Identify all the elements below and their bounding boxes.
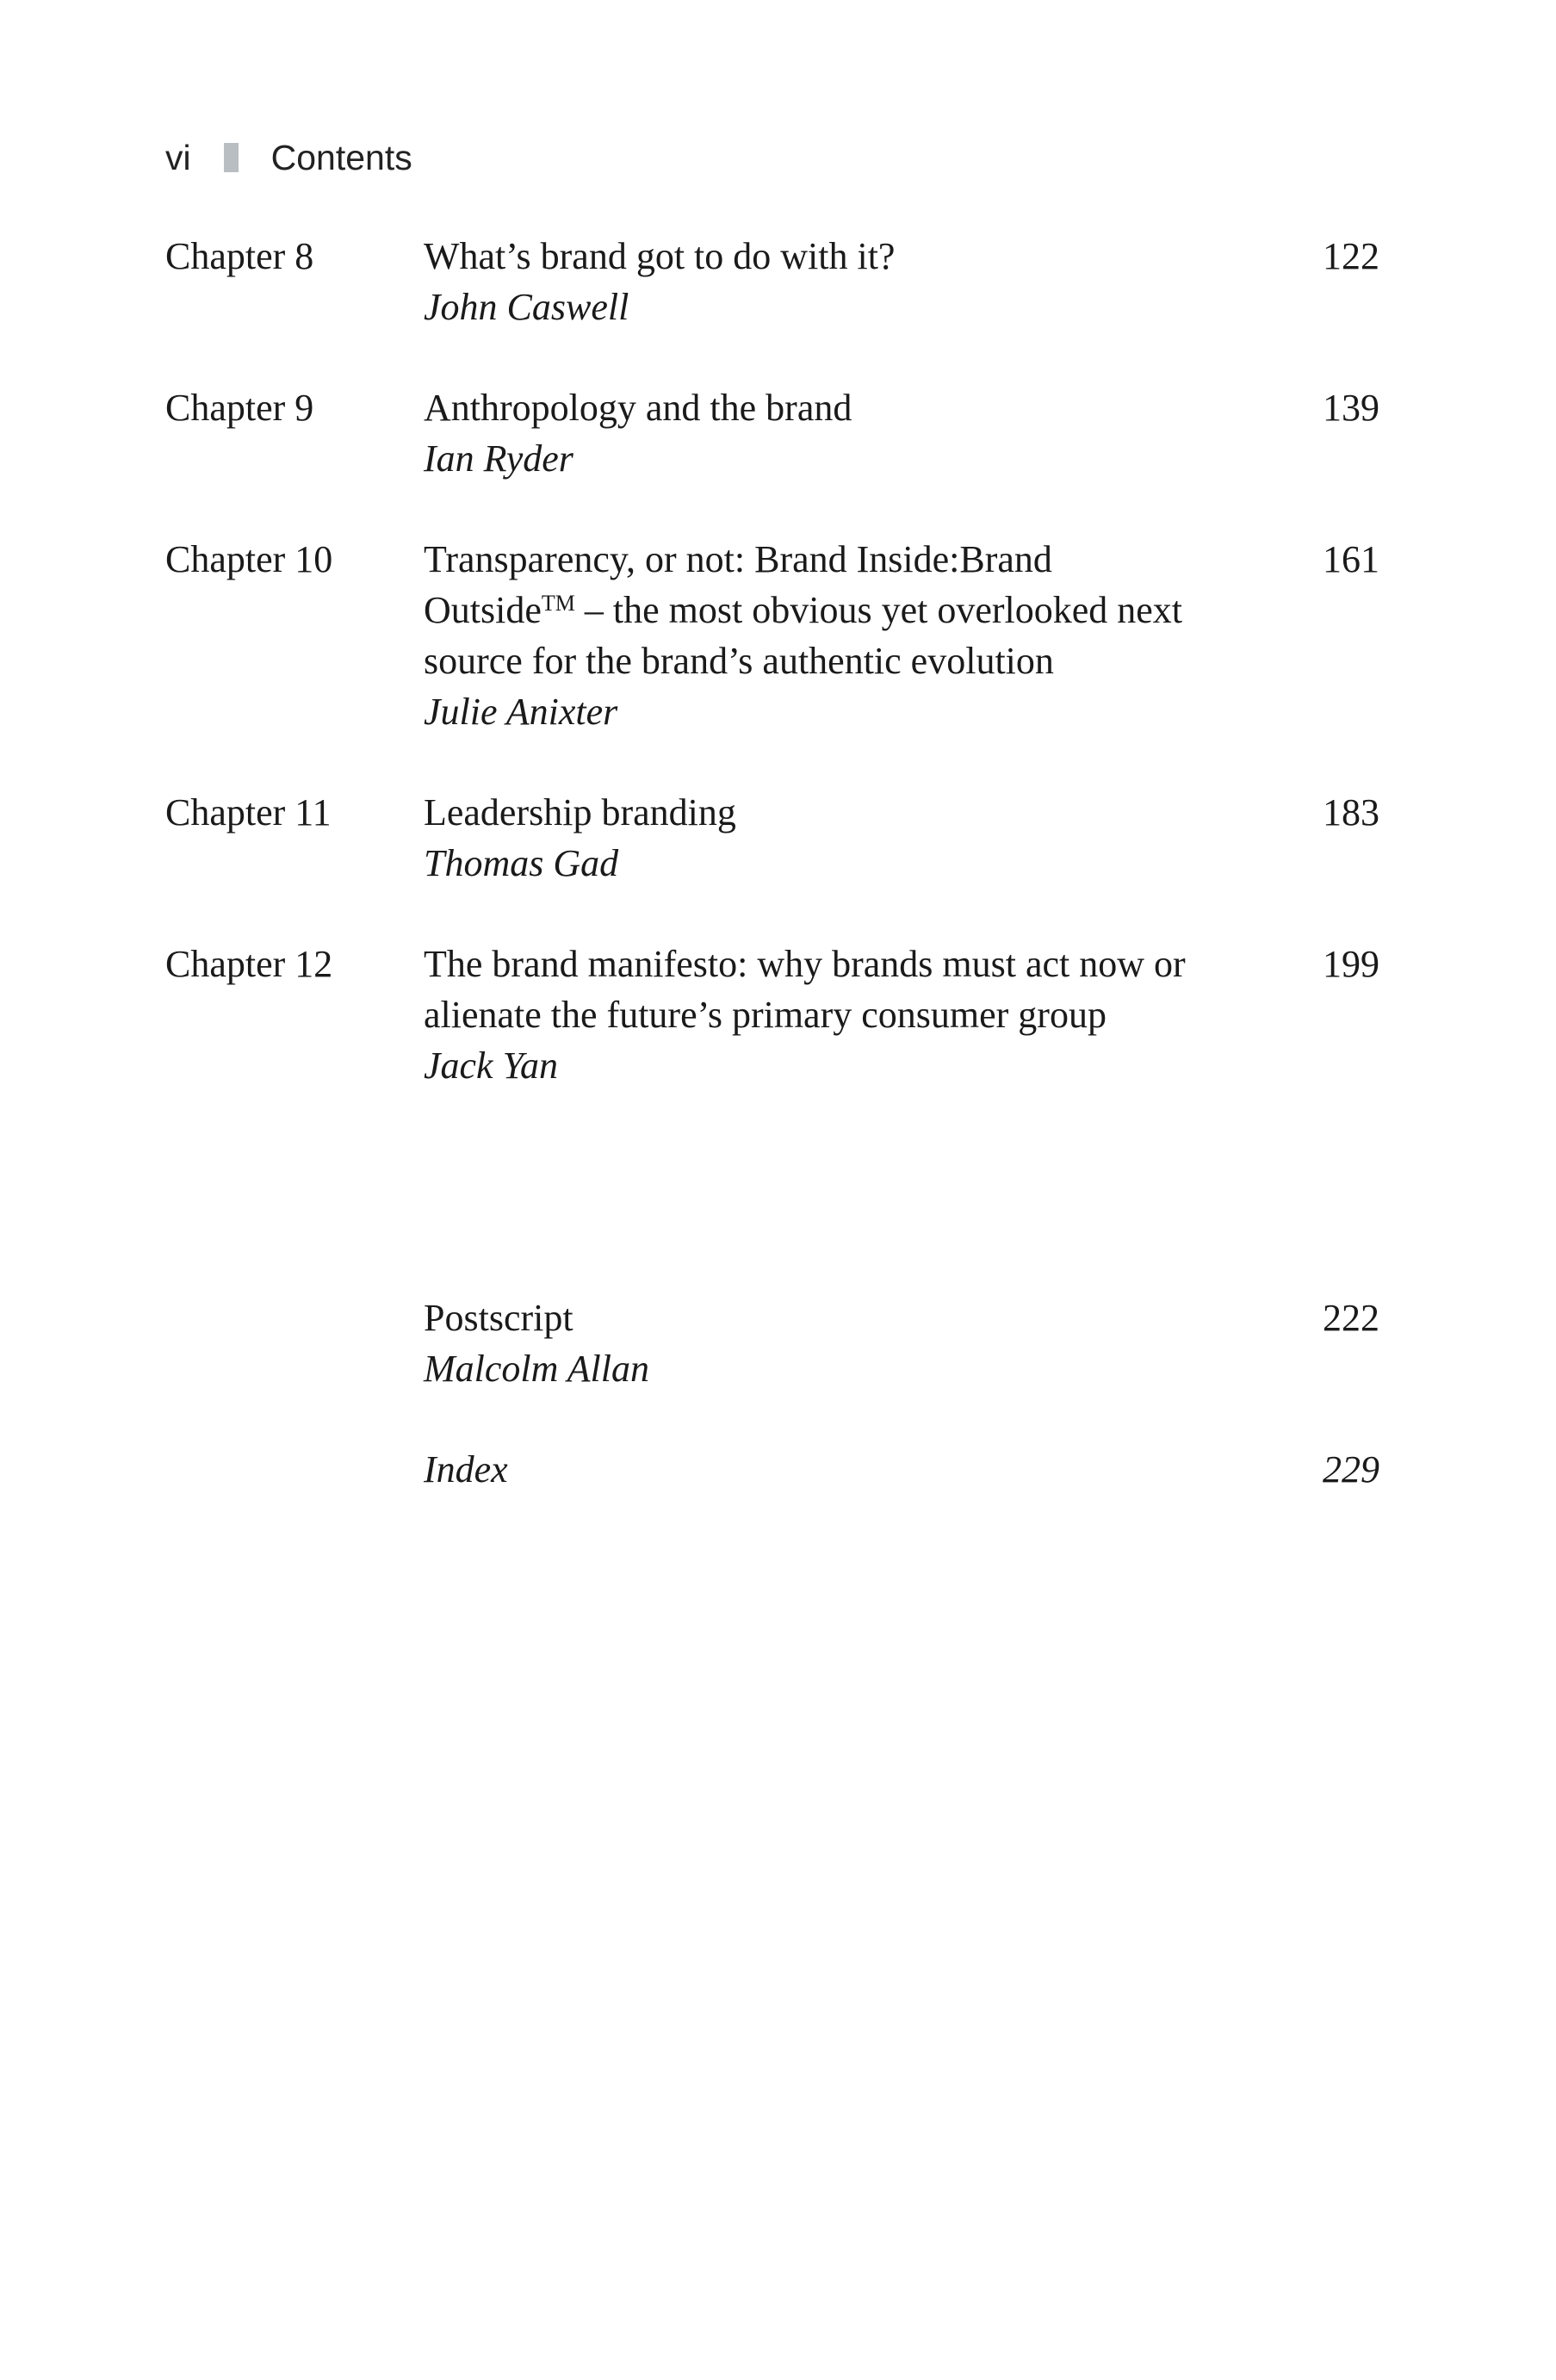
chapter-title-line-2: alienate the future’s primary consumer group (424, 994, 1107, 1036)
chapter-title-line-3: source for the brand’s authentic evolution (424, 640, 1054, 682)
toc-entry-chapter-8[interactable] (165, 231, 1379, 332)
chapter-number: Chapter 11 (165, 791, 332, 834)
page-number: 229 (1323, 1448, 1379, 1491)
page-number: 183 (1323, 791, 1379, 834)
page-number: 139 (1323, 387, 1379, 429)
chapter-title: Index (424, 1448, 508, 1491)
toc-entry-chapter-10[interactable] (165, 534, 1379, 737)
chapter-title: Anthropology and the brand (424, 387, 852, 429)
chapter-number: Chapter 8 (165, 235, 314, 277)
toc-entry-postscript[interactable] (165, 1292, 1379, 1394)
chapter-title-line-1: Transparency, or not: Brand Inside:Brand (424, 538, 1052, 580)
chapter-author: Jack Yan (424, 1044, 559, 1087)
page-number: 161 (1323, 538, 1379, 580)
toc-entry-chapter-9[interactable] (165, 382, 1379, 484)
page-number: 222 (1323, 1297, 1379, 1339)
chapter-title: Leadership branding (424, 791, 736, 834)
page-number: 199 (1323, 943, 1379, 985)
chapter-number: Chapter 9 (165, 387, 314, 429)
chapter-title-line-2 (424, 585, 1440, 635)
chapter-author: Ian Ryder (424, 437, 573, 480)
toc-entry-chapter-11[interactable] (165, 787, 1379, 889)
page-folio: vi (165, 137, 191, 177)
chapter-author: Malcolm Allan (424, 1348, 649, 1390)
chapter-author: Julie Anixter (424, 691, 618, 733)
page-number: 122 (1323, 235, 1379, 277)
chapter-title: What’s brand got to do with it? (424, 235, 896, 277)
running-head-divider (224, 143, 239, 172)
title-fragment: Outside (424, 589, 542, 631)
toc-entry-index[interactable] (165, 1444, 1379, 1495)
running-head-section: Contents (270, 137, 412, 177)
title-fragment: – the most obvious yet overlooked next (574, 589, 1183, 631)
running-head (165, 136, 412, 179)
chapter-number: Chapter 12 (165, 943, 333, 985)
chapter-title-line-1: The brand manifesto: why brands must act now or (424, 943, 1186, 985)
toc-entry-chapter-12[interactable] (165, 939, 1379, 1091)
chapter-number: Chapter 10 (165, 538, 333, 580)
chapter-title: Postscript (424, 1297, 573, 1339)
chapter-author: Thomas Gad (424, 842, 619, 884)
chapter-author: John Caswell (424, 286, 629, 328)
trademark-mark: TM (541, 591, 575, 616)
